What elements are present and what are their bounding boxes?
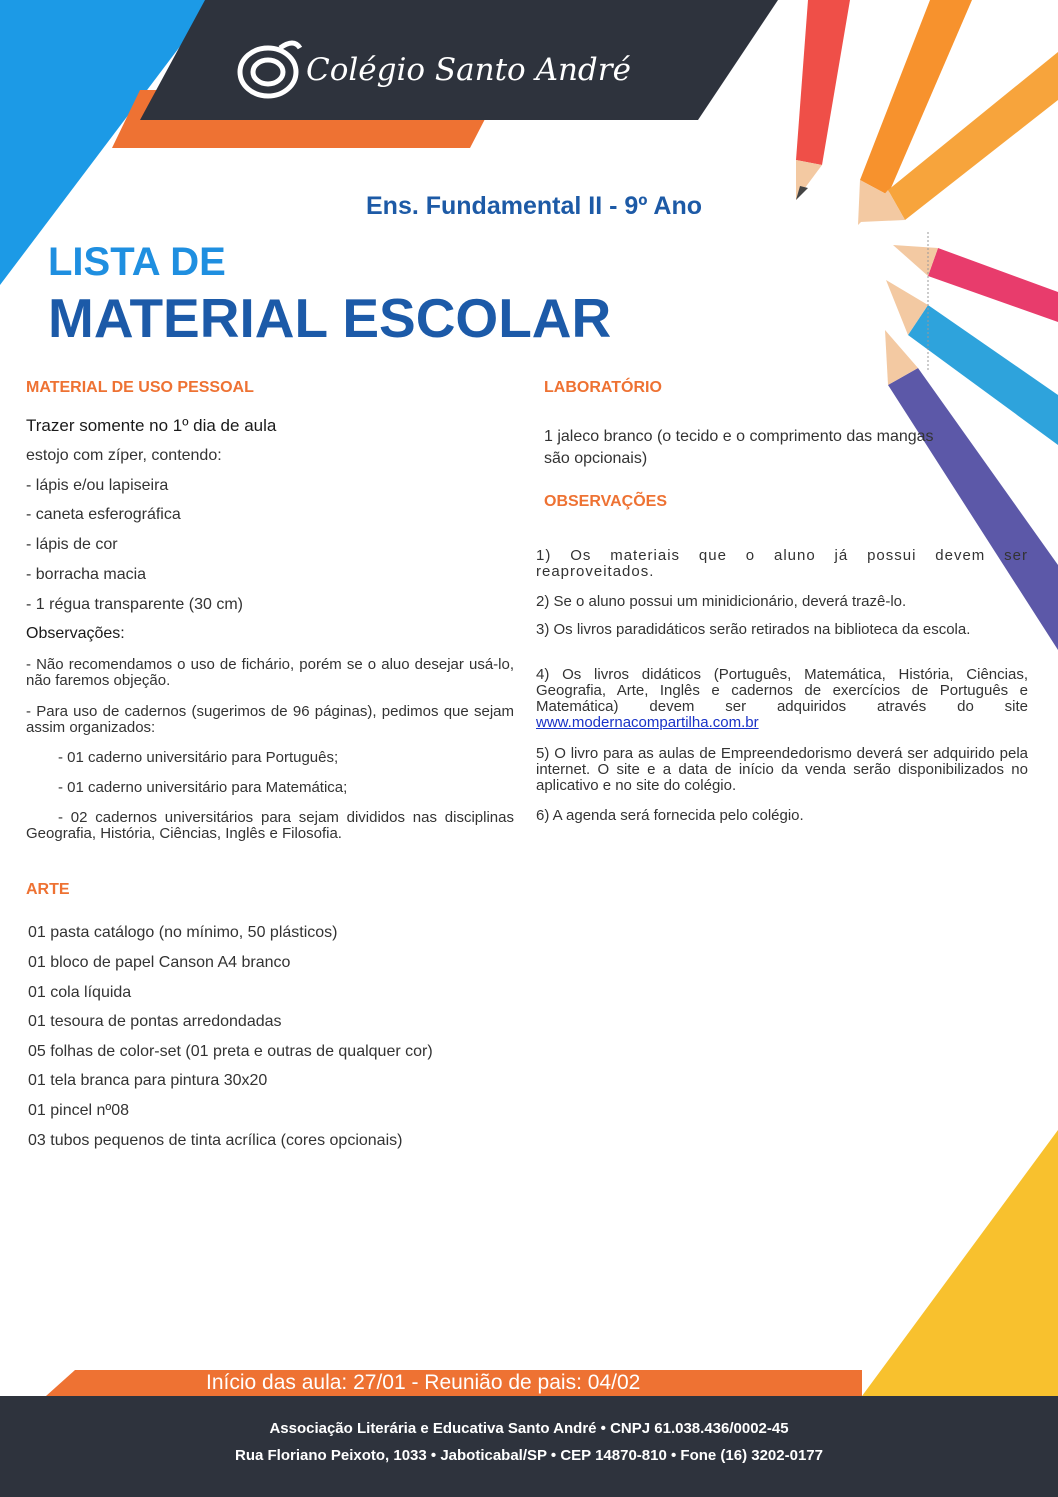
page-title-line1: LISTA DE — [48, 240, 226, 284]
observacao-item: 5) O livro para as aulas de Empreendedorismo deverá ser adquirido pela internet. O site e a data de início da venda serão disponibilizados no aplicativo e no site do colégio. — [536, 745, 1028, 794]
pessoal-intro: Trazer somente no 1º dia de aula — [26, 416, 277, 435]
footer — [0, 1396, 1058, 1497]
observacao-item-4 — [536, 667, 1028, 731]
pessoal-estojo: estojo com zíper, contendo: — [26, 447, 222, 464]
pessoal-obs-label: Observações: — [26, 625, 125, 642]
observacao-item: 1) Os materiais que o aluno já possui devem ser reaproveitados. — [536, 547, 1028, 580]
logo-text: Colégio Santo André — [306, 52, 631, 88]
list-item: - borracha macia — [26, 566, 147, 583]
caderno-item: - 01 caderno universitário para Português; — [58, 749, 339, 766]
list-item: - caneta esferográfica — [26, 506, 181, 523]
observacao-item: 2) Se o aluno possui um minidicionário, deverá trazê-lo. — [536, 593, 907, 610]
section-heading-arte: ARTE — [26, 881, 70, 898]
laboratorio-text: 1 jaleco branco (o tecido e o comprimento das mangas são opcionais) — [544, 428, 934, 467]
list-item: 01 cola líquida — [28, 984, 132, 1001]
list-item: - 1 régua transparente (30 cm) — [26, 596, 243, 613]
list-item: 01 pincel nº08 — [28, 1102, 130, 1119]
observacao-item: 3) Os livros paradidáticos serão retirados na biblioteca da escola. — [536, 621, 971, 638]
section-heading-observacoes: OBSERVAÇÕES — [544, 493, 667, 510]
section-heading-laboratorio: LABORATÓRIO — [544, 379, 662, 396]
caderno-item: - 02 cadernos universitários para sejam divididos nas disciplinas Geografia, História, Ciências, Inglês e Filosofia. — [26, 809, 514, 842]
start-date-banner: Início das aula: 27/01 - Reunião de pais: 04/02 — [206, 1371, 641, 1394]
caderno-item: - 01 caderno universitário para Matemática; — [58, 779, 348, 796]
list-item: 01 pasta catálogo (no mínimo, 50 plásticos) — [28, 924, 338, 941]
section-heading-pessoal: MATERIAL DE USO PESSOAL — [26, 379, 254, 396]
footer-line1: Associação Literária e Educativa Santo André • CNPJ 61.038.436/0002-45 — [269, 1420, 789, 1437]
page-title-line2: MATERIAL ESCOLAR — [48, 287, 612, 349]
list-item: 01 tesoura de pontas arredondadas — [28, 1013, 282, 1030]
list-item: - lápis e/ou lapiseira — [26, 477, 169, 494]
footer-line2: Rua Floriano Peixoto, 1033 • Jaboticabal/SP • CEP 14870-810 • Fone (16) 3202-0177 — [235, 1447, 823, 1464]
pessoal-obs1: - Não recomendamos o uso de fichário, porém se o aluo desejar usá-lo, não faremos objeção. — [26, 656, 514, 689]
pencil-red — [796, 0, 850, 200]
list-item: 05 folhas de color-set (01 preta e outras de qualquer cor) — [28, 1043, 433, 1060]
observacao-item: 6) A agenda será fornecida pelo colégio. — [536, 807, 804, 824]
observacao-item-text: 4) Os livros didáticos (Português, Matemática, História, Ciências, Geografia, Arte, Inglês e cadernos de exercícios de Português e Matemática) devem ser adquiridos através do site — [536, 666, 1028, 715]
page-subtitle: Ens. Fundamental II - 9º Ano — [366, 192, 703, 220]
pessoal-obs2: - Para uso de cadernos (sugerimos de 96 páginas), pedimos que sejam assim organizados: — [26, 703, 514, 736]
list-item: 01 tela branca para pintura 30x20 — [28, 1072, 268, 1089]
list-item: 03 tubos pequenos de tinta acrílica (cores opcionais) — [28, 1132, 403, 1149]
list-item: 01 bloco de papel Canson A4 branco — [28, 954, 291, 971]
list-item: - lápis de cor — [26, 536, 118, 553]
site-link[interactable]: www.modernacompartilha.com.br — [536, 714, 759, 731]
